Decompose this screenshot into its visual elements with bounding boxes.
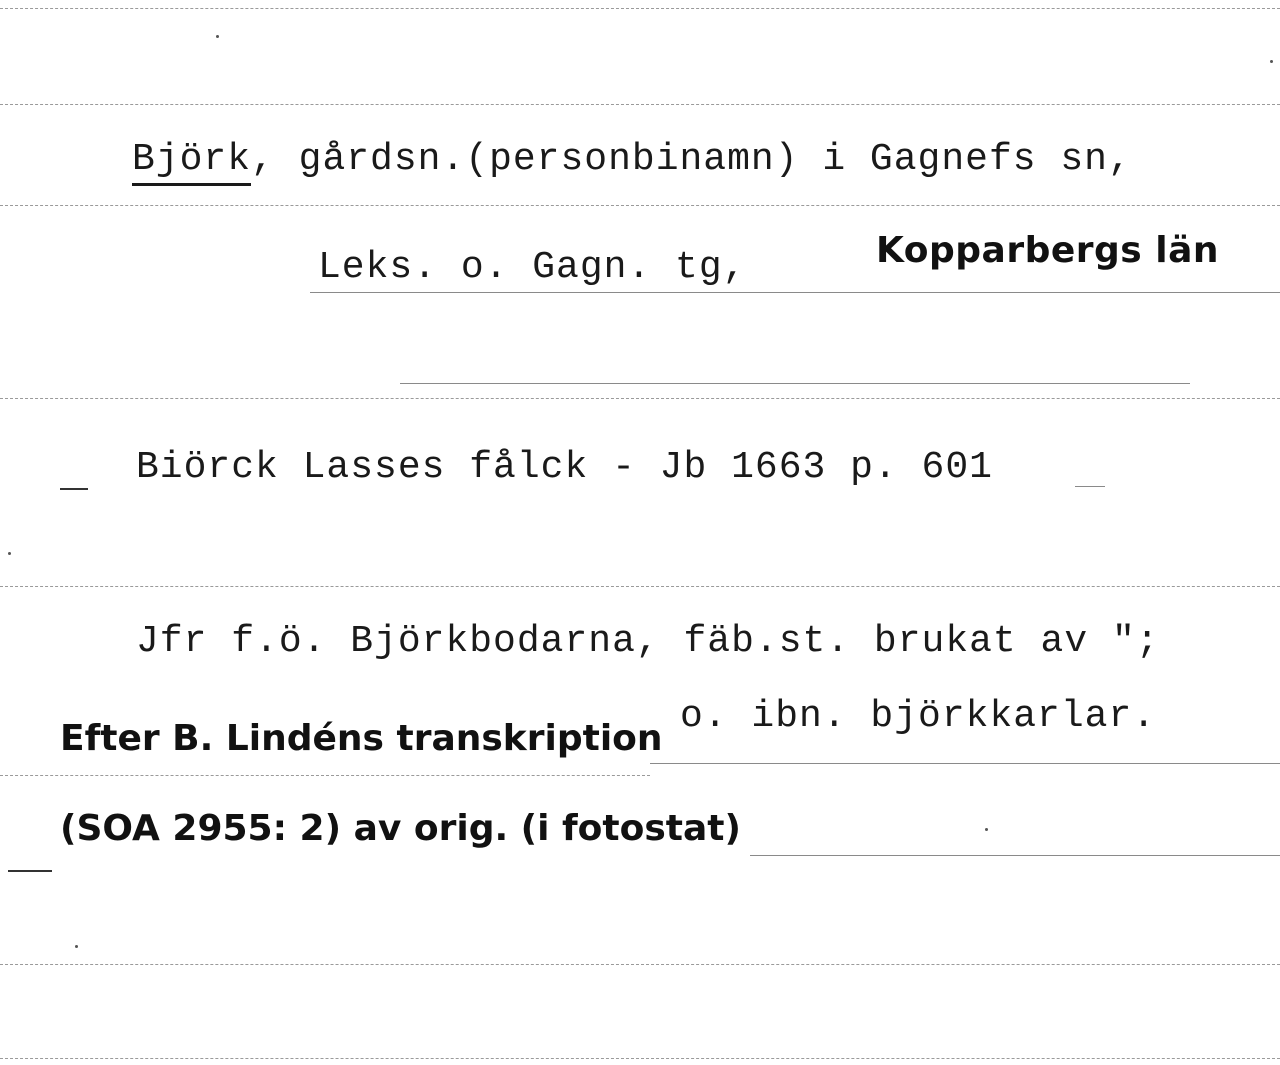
card-rule	[750, 855, 1280, 856]
dust-speck	[1270, 60, 1273, 63]
card-rule	[310, 292, 1280, 293]
district-line: Leks. o. Gagn. tg,	[318, 246, 747, 289]
card-rule	[0, 1058, 1280, 1059]
card-rule	[0, 586, 1280, 587]
source-line-1: Efter B. Lindéns transkription	[60, 718, 663, 759]
county-stamp: Kopparbergs län	[876, 230, 1220, 271]
card-rule	[0, 104, 1280, 105]
headword: Björk	[132, 138, 251, 186]
card-rule	[0, 964, 1280, 965]
card-rule	[60, 488, 88, 490]
card-rule	[0, 398, 1280, 399]
compare-continuation: o. ibn. björkkarlar.	[680, 695, 1157, 738]
card-rule	[0, 775, 650, 776]
card-rule	[0, 8, 1280, 9]
heading-description: , gårdsn.(personbinamn) i Gagnefs sn,	[251, 138, 1132, 181]
source-line-2: (SOA 2955: 2) av orig. (i fotostat)	[60, 808, 741, 849]
heading-line	[132, 138, 1132, 186]
card-rule	[0, 205, 1280, 206]
card-rule	[400, 383, 1190, 384]
dust-speck	[985, 828, 988, 831]
card-rule	[650, 763, 1280, 764]
citation-line: Biörck Lasses fålck - Jb 1663 p. 601	[136, 446, 993, 489]
dust-speck	[8, 552, 11, 555]
compare-line: Jfr f.ö. Björkbodarna, fäb.st. brukat av ";	[136, 620, 1160, 663]
dust-speck	[75, 945, 78, 948]
card-rule	[1075, 486, 1105, 487]
dust-speck	[216, 35, 219, 38]
card-rule	[8, 870, 52, 872]
